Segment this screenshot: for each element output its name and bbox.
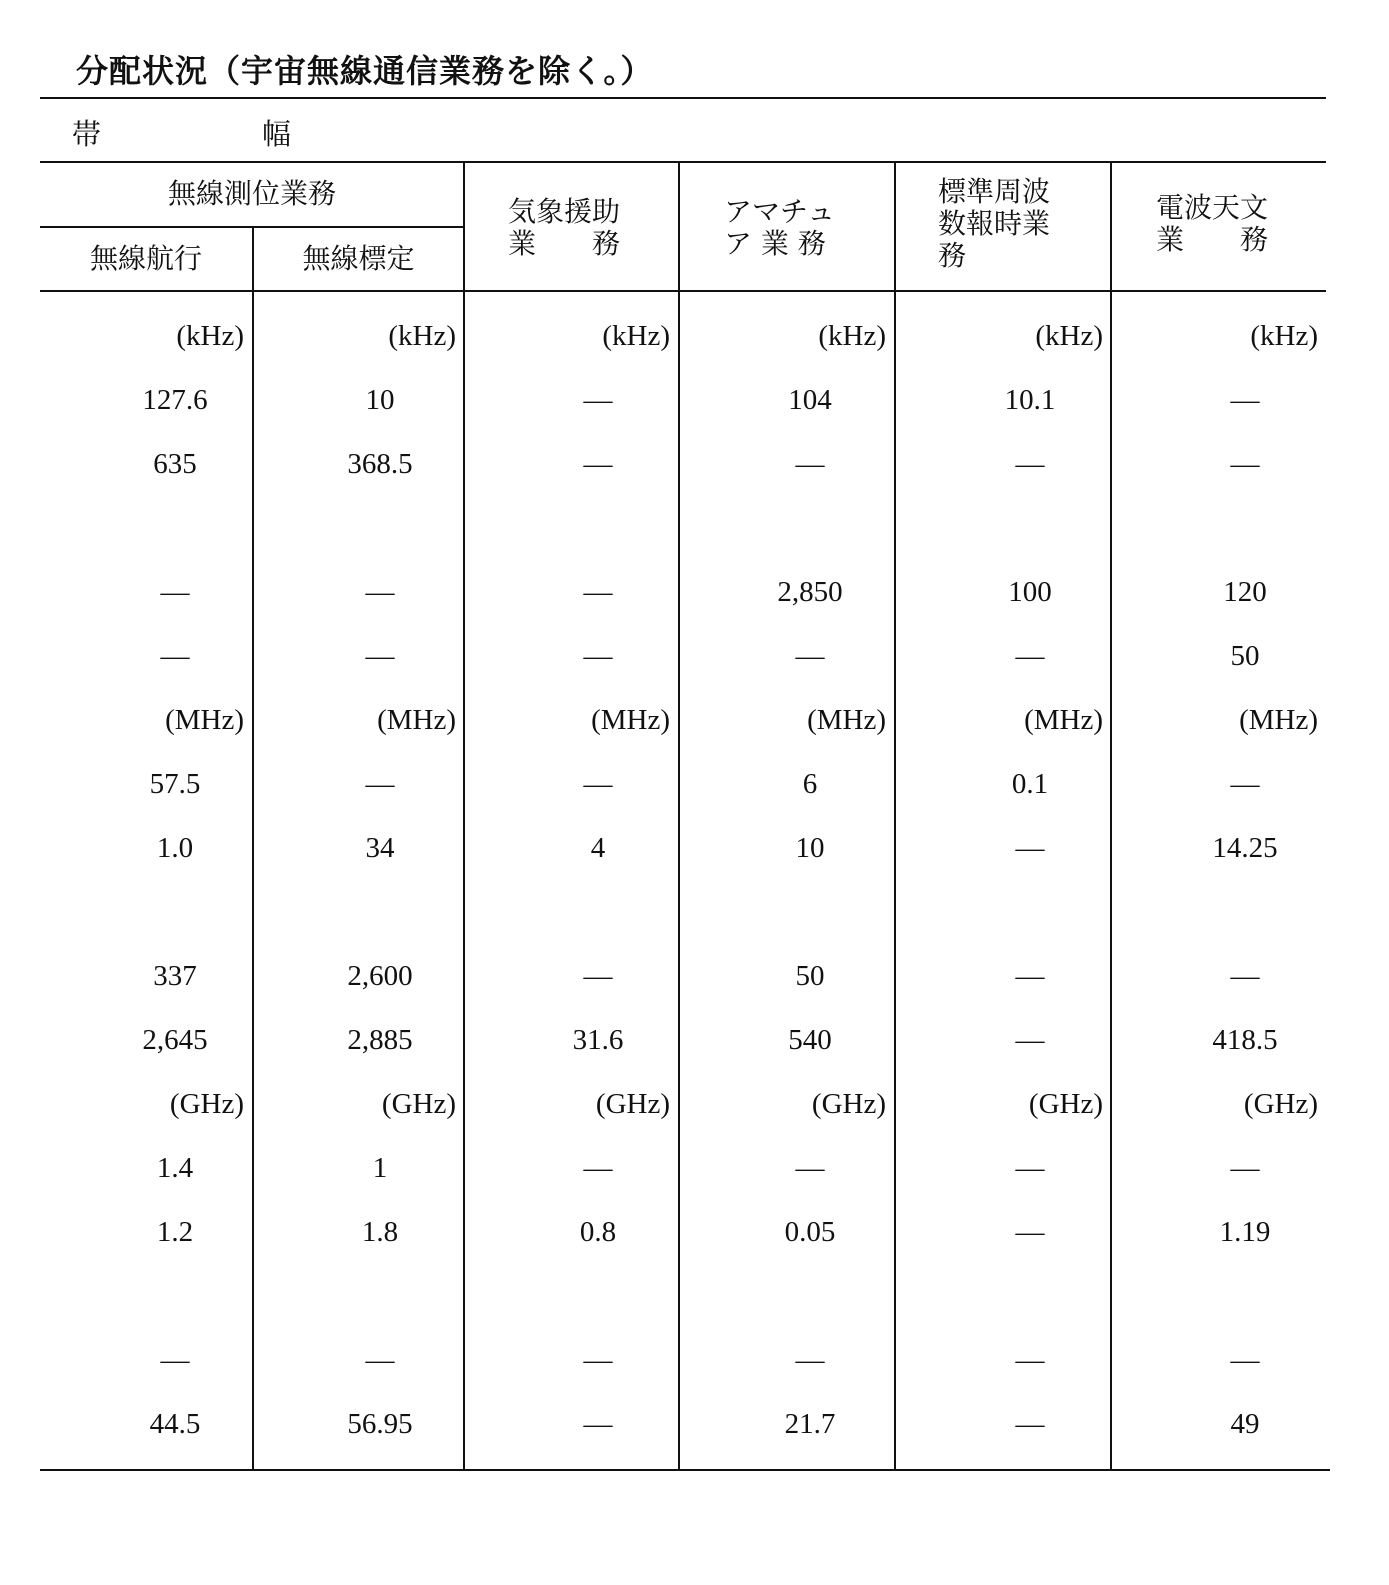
table-cell: —: [795, 640, 825, 672]
table-cell: —: [583, 384, 613, 416]
col-divider-1: [252, 226, 254, 1470]
table-cell: 2,600: [347, 960, 413, 992]
header-radionavigation: 無線航行: [89, 242, 202, 275]
col-divider-2: [463, 161, 465, 1470]
table-cell: —: [795, 1152, 825, 1184]
table-cell: 1.0: [156, 832, 194, 864]
table-cell: 10: [365, 384, 395, 416]
table-cell: —: [583, 1152, 613, 1184]
table-cell: —: [1015, 448, 1045, 480]
unit-label: (kHz): [1250, 320, 1318, 352]
table-cell: 120: [1223, 576, 1267, 608]
unit-label: (GHz): [811, 1088, 886, 1120]
table-cell: 635: [153, 448, 197, 480]
unit-label: (MHz): [1239, 704, 1318, 736]
header-meteorological-aids: 気象援助 業 務: [508, 195, 621, 260]
table-cell: —: [1230, 768, 1260, 800]
table-cell: 1: [372, 1152, 388, 1184]
unit-label: (kHz): [818, 320, 886, 352]
table-cell: —: [1230, 1152, 1260, 1184]
table-cell: —: [1015, 1152, 1045, 1184]
header-bottom-rule: [40, 290, 1326, 292]
header-radio-astronomy: 電波天文 業 務: [1156, 191, 1269, 256]
table-cell: 127.6: [142, 384, 208, 416]
unit-label: (GHz): [1028, 1088, 1103, 1120]
unit-label: (kHz): [1035, 320, 1103, 352]
table-cell: 1.19: [1219, 1216, 1271, 1248]
table-cell: —: [583, 576, 613, 608]
table-cell: 2,850: [777, 576, 843, 608]
header-radiolocation: 無線標定: [302, 242, 415, 275]
unit-label: (MHz): [377, 704, 456, 736]
table-cell: —: [583, 1344, 613, 1376]
table-cell: —: [1015, 1024, 1045, 1056]
col-divider-5: [1110, 161, 1112, 1470]
unit-label: (GHz): [595, 1088, 670, 1120]
table-cell: —: [795, 1344, 825, 1376]
table-cell: —: [583, 960, 613, 992]
header-standard-frequency: 標準周波 数報時業 務: [938, 175, 1051, 272]
table-cell: 10.1: [1004, 384, 1056, 416]
table-cell: 540: [788, 1024, 832, 1056]
bandwidth-label-2: 幅: [262, 117, 292, 151]
col-divider-4: [894, 161, 896, 1470]
table-cell: —: [583, 448, 613, 480]
table-cell: 1.2: [156, 1216, 194, 1248]
table-cell: —: [583, 640, 613, 672]
table-cell: 368.5: [347, 448, 413, 480]
unit-label: (GHz): [1243, 1088, 1318, 1120]
table-cell: 14.25: [1212, 832, 1278, 864]
table-cell: —: [160, 1344, 190, 1376]
table-cell: 34: [365, 832, 395, 864]
table-cell: 418.5: [1212, 1024, 1278, 1056]
table-cell: —: [365, 640, 395, 672]
header-amateur: アマチュ ア 業 務: [724, 195, 836, 260]
table-cell: 21.7: [784, 1408, 836, 1440]
table-cell: 0.05: [784, 1216, 836, 1248]
table-cell: 57.5: [149, 768, 201, 800]
table-cell: —: [365, 768, 395, 800]
unit-label: (MHz): [1024, 704, 1103, 736]
table-cell: —: [1230, 1344, 1260, 1376]
table-cell: 4: [590, 832, 606, 864]
table-cell: —: [795, 448, 825, 480]
table-cell: 337: [153, 960, 197, 992]
table-cell: 50: [1230, 640, 1260, 672]
unit-label: (kHz): [602, 320, 670, 352]
table-cell: 49: [1230, 1408, 1260, 1440]
unit-label: (GHz): [381, 1088, 456, 1120]
col-divider-3: [678, 161, 680, 1470]
table-cell: —: [1015, 960, 1045, 992]
table-cell: 31.6: [572, 1024, 624, 1056]
bandwidth-label-1: 帯: [72, 117, 102, 151]
table-cell: 50: [795, 960, 825, 992]
table-cell: —: [1230, 448, 1260, 480]
table-cell: 2,885: [347, 1024, 413, 1056]
unit-label: (MHz): [591, 704, 670, 736]
table-cell: 1.4: [156, 1152, 194, 1184]
table-cell: —: [365, 576, 395, 608]
table-cell: —: [583, 768, 613, 800]
unit-label: (MHz): [807, 704, 886, 736]
bottom-rule: [40, 1469, 1330, 1471]
table-cell: —: [1015, 1344, 1045, 1376]
table-cell: 2,645: [142, 1024, 208, 1056]
table-cell: —: [365, 1344, 395, 1376]
table-cell: 6: [802, 768, 818, 800]
table-cell: 0.8: [579, 1216, 617, 1248]
table-cell: —: [160, 576, 190, 608]
table-cell: —: [1230, 384, 1260, 416]
table-cell: 0.1: [1011, 768, 1049, 800]
table-cell: 44.5: [149, 1408, 201, 1440]
table-cell: —: [160, 640, 190, 672]
table-cell: 1.8: [361, 1216, 399, 1248]
unit-label: (kHz): [176, 320, 244, 352]
table-cell: —: [1015, 1216, 1045, 1248]
document-title: 分配状況（宇宙無線通信業務を除く。）: [76, 52, 654, 90]
table-cell: 104: [788, 384, 832, 416]
unit-label: (GHz): [169, 1088, 244, 1120]
unit-label: (MHz): [165, 704, 244, 736]
table-cell: —: [1015, 832, 1045, 864]
unit-label: (kHz): [388, 320, 456, 352]
table-cell: —: [1015, 640, 1045, 672]
table-cell: 100: [1008, 576, 1052, 608]
header-radiodetermination: 無線測位業務: [167, 177, 336, 210]
top-rule: [40, 97, 1326, 99]
table-cell: 56.95: [347, 1408, 413, 1440]
table-cell: —: [583, 1408, 613, 1440]
table-cell: 10: [795, 832, 825, 864]
header-top-rule: [40, 161, 1326, 163]
table-cell: —: [1015, 1408, 1045, 1440]
table-cell: —: [1230, 960, 1260, 992]
